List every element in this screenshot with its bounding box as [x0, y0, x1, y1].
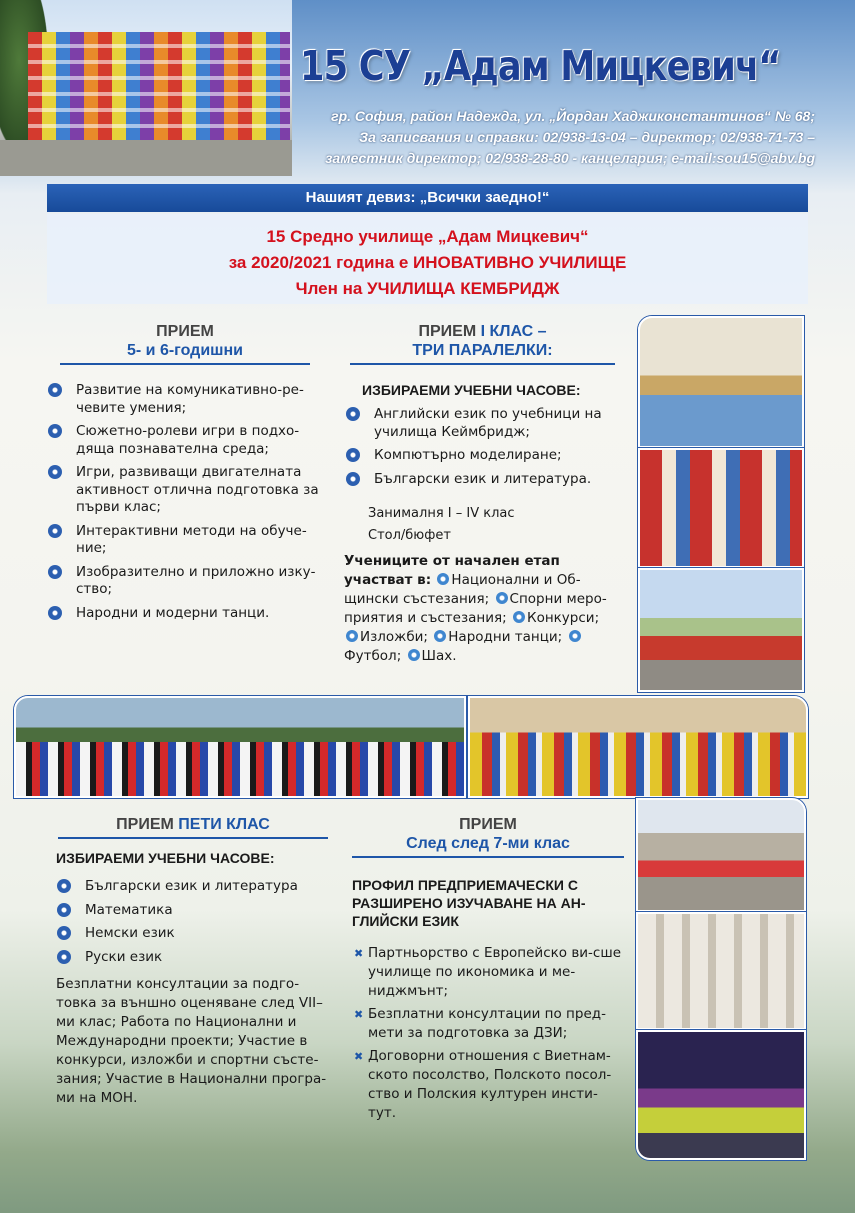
- first-grade-list: [344, 406, 629, 490]
- stage-show-photo: [636, 1030, 806, 1160]
- profile-heading: ПРОФИЛ ПРЕДПРИЕМАЧЕСКИ С РАЗШИРЕНО ИЗУЧАВАНЕ НА АН-ГЛИЙСКИ ЕЗИК: [352, 877, 586, 929]
- contact-info: [295, 106, 815, 169]
- flower-bullet-icon: [346, 407, 360, 421]
- fifth-grade-title-blue: ПЕТИ КЛАС: [178, 816, 270, 833]
- first-grade-extra-1: Занималня I – IV клас: [368, 506, 515, 521]
- list-item: Български език и литература: [55, 878, 325, 896]
- flower-bullet-icon: [346, 630, 358, 642]
- list-item: ✖ Договорни отношения с Виетнам-ското посолство, Полското посол-ство и Полския културен инсти-тут.: [354, 1048, 612, 1121]
- preschool-heading: [60, 322, 310, 365]
- fifth-grade-title: ПРИЕМ: [116, 816, 179, 833]
- flower-bullet-icon: [48, 383, 62, 397]
- list-item: Компютърно моделиране;: [344, 447, 629, 465]
- football-team-photo: [14, 696, 466, 798]
- classroom-photo: [638, 316, 804, 448]
- list-item: ✖ Партньорство с Европейско ви-сше училище по икономика и ме-ниджмънт;: [354, 945, 622, 999]
- list-item: Игри, развиващи двигателната активност отлична подготовка за първи клас;: [46, 464, 321, 517]
- list-item: Математика: [55, 902, 325, 920]
- cross-bullet-icon: ✖: [354, 1050, 364, 1063]
- flower-bullet-icon: [434, 630, 446, 642]
- flower-bullet-icon: [48, 606, 62, 620]
- gym-event-photo: [468, 696, 808, 798]
- after-seventh-heading: [352, 815, 624, 858]
- flower-bullet-icon: [48, 465, 62, 479]
- list-item: Народни и модерни танци.: [46, 605, 321, 623]
- fifth-grade-elective-heading: ИЗБИРАЕМИ УЧЕБНИ ЧАСОВЕ:: [56, 850, 275, 866]
- fifth-grade-paragraph: Безплатни консултации за подго-товка за външно оценяване след VII–ми клас; Работа по Национални и Международни проекти; Участие в конкурси, изложби и спортни състе-зания; Участие в Национални програ-ми на МОН.: [56, 976, 327, 1106]
- list-item: Изобразително и приложно изку-ство;: [46, 564, 321, 599]
- list-item: Интерактивни методи на обуче-ние;: [46, 523, 321, 558]
- list-item: ✖ Безплатни консултации по пред-мети за подготовка за ДЗИ;: [354, 1006, 606, 1041]
- first-grade-subtitle: ТРИ ПАРАЛЕЛКИ:: [350, 341, 615, 365]
- preschool-title: ПРИЕМ: [156, 323, 214, 340]
- fifth-grade-list: [55, 878, 325, 972]
- list-item: Развитие на комуникативно-ре-чевите умения;: [46, 382, 321, 417]
- after-seventh-list: [352, 944, 624, 1127]
- school-building-photo: [0, 0, 292, 176]
- list-item: Сюжетно-ролеви игри в подхо-дяща познавателна среда;: [46, 423, 321, 458]
- email-line: заместник директор; 02/938-28-80 - канцелария; e-mail:sou15@abv.bg: [325, 150, 815, 166]
- preschool-subtitle: 5- и 6-годишни: [60, 341, 310, 365]
- hall-event-photo: [636, 912, 806, 1030]
- flower-bullet-icon: [57, 903, 71, 917]
- flower-bullet-icon: [57, 950, 71, 964]
- first-grade-elective-heading: ИЗБИРАЕМИ УЧЕБНИ ЧАСОВЕ:: [362, 382, 581, 398]
- after-seventh-subtitle: След след 7-ми клас: [352, 834, 624, 858]
- phone-line: За записвания и справки: 02/938-13-04 – директор; 02/938-71-73 –: [359, 129, 815, 145]
- flower-bullet-icon: [48, 524, 62, 538]
- flower-bullet-icon: [496, 592, 508, 604]
- first-grade-extra-2: Стол/бюфет: [368, 528, 451, 543]
- school-title: 15 СУ „Адам Мицкевич“: [300, 42, 781, 90]
- first-grade-heading: [350, 322, 615, 365]
- flower-bullet-icon: [57, 926, 71, 940]
- after-seventh-title: ПРИЕМ: [459, 816, 517, 833]
- list-item: Немски език: [55, 925, 325, 943]
- flower-bullet-icon: [346, 472, 360, 486]
- address-line: гр. София, район Надежда, ул. „Йордан Хаджиконстантинов“ № 68;: [331, 108, 815, 124]
- motto-bar: Нашият девиз: „Всички заедно!“: [47, 184, 808, 212]
- preschool-list: [46, 382, 321, 628]
- list-item: Английски език по учебници на училища Кеймбридж;: [344, 406, 629, 441]
- flower-bullet-icon: [437, 573, 449, 585]
- flower-bullet-icon: [48, 565, 62, 579]
- flower-bullet-icon: [513, 611, 525, 623]
- students-group-photo: [638, 448, 804, 568]
- folk-dance-photo: [638, 568, 804, 692]
- list-item: Български език и литература.: [344, 471, 629, 489]
- participation-lead: Учениците от начален етап участват в:: [344, 553, 560, 588]
- banner-line-3: Член на УЧИЛИЩА КЕМБРИДЖ: [295, 279, 560, 298]
- flower-bullet-icon: [569, 630, 581, 642]
- flower-bullet-icon: [408, 649, 420, 661]
- fifth-grade-heading: [58, 815, 328, 839]
- banner-line-1: 15 Средно училище „Адам Мицкевич“: [266, 227, 589, 246]
- first-grade-title: ПРИЕМ: [418, 323, 481, 340]
- flower-bullet-icon: [346, 448, 360, 462]
- innovation-banner: [47, 214, 808, 304]
- flower-bullet-icon: [48, 424, 62, 438]
- cross-bullet-icon: ✖: [354, 1008, 364, 1021]
- performance-photo: [636, 798, 806, 912]
- participation-paragraph: Учениците от начален етап участват в: Национални и Об-щински състезания; Спорни меро-приятия и състезания; Конкурси; Изложби; Народни танци; Футбол; Шах.: [344, 553, 607, 664]
- banner-line-2: за 2020/2021 година е ИНОВАТИВНО УЧИЛИЩЕ: [228, 253, 627, 272]
- list-item: Руски език: [55, 949, 325, 967]
- first-grade-title-blue: I КЛАС –: [480, 323, 547, 340]
- cross-bullet-icon: ✖: [354, 947, 364, 960]
- flower-bullet-icon: [57, 879, 71, 893]
